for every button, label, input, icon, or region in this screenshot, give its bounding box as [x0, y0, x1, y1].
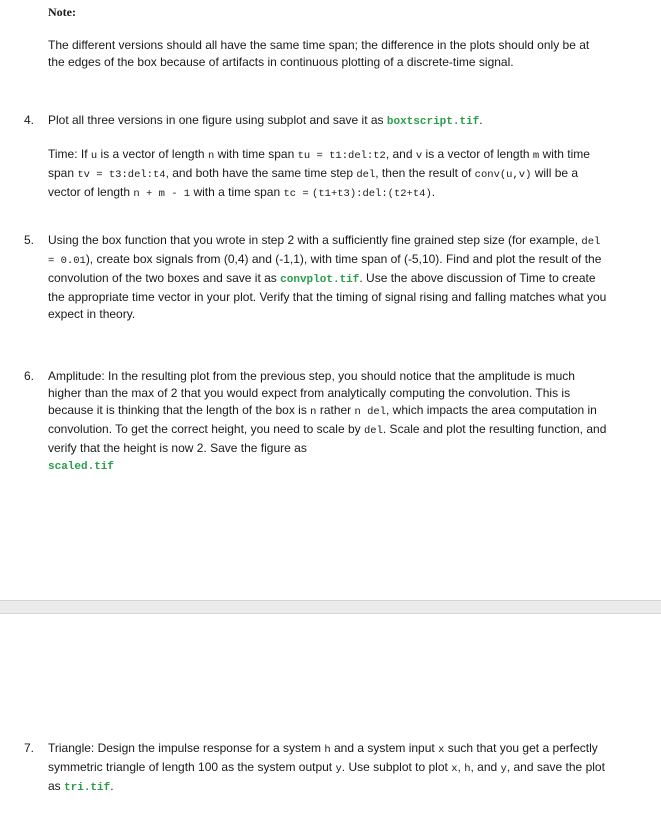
time-paragraph: Time: If u is a vector of length n with time span tu = t1:del:t2, and v is a vector of length m with time span tv = t3:del:t4, and both have the same time step del, then the result of conv(u,v) will be a vector of length n + m - 1 with a time span tc = (t1+t3):del:(t2+t4).	[48, 147, 590, 200]
item-5-text: Using the box function that you wrote in step 2 with a sufficiently fine grained step size (for example, del = 0.01), create box signals from (0,4) and (-1,1), with time span of (-5,10). Find and plot the result of the convolution of the two boxes and save it as convplot.tif. Use the above discussion of Time to create the appropriate time vector in your plot. Verify that the timing of signal rising and falling matches what you expect in theory.	[48, 233, 607, 321]
page-break	[0, 600, 661, 614]
item-number: 6.	[24, 369, 35, 383]
item-6-text: Amplitude: In the resulting plot from the previous step, you should notice that the amplitude is much higher than the max of 2 that you would expect from analytically computing the convolution. This is because it is thinking that the length of the box is n rather n del, which impacts the area computation in convolution. To get the correct height, you need to scale by del. Scale and plot the resulting function, and verify that the height is now 2. Save the figure as scaled.tif	[48, 369, 607, 473]
note-title: Note:	[48, 5, 76, 19]
file-name: scaled.tif	[48, 461, 115, 473]
file-name: convplot.tif	[280, 274, 360, 286]
item-4-text: Plot all three versions in one figure using subplot and save it as boxtscript.tif.	[48, 113, 483, 128]
note-text: The different versions should all have the same time span; the difference in the plots should only be at the edges of the box because of artifacts in continuous plotting of a discrete-time signal.	[48, 38, 590, 69]
item-7-text: Triangle: Design the impulse response for a system h and a system input x such that you get a perfectly symmetric triangle of length 100 as the system output y. Use subplot to plot x, h, and y, and save the plot as tri.tif.	[48, 741, 605, 794]
item-number: 4.	[24, 113, 35, 127]
file-name: tri.tif	[64, 782, 111, 794]
item-number: 7.	[24, 741, 35, 755]
file-name: boxtscript.tif	[386, 116, 480, 128]
item-number: 5.	[24, 233, 35, 247]
